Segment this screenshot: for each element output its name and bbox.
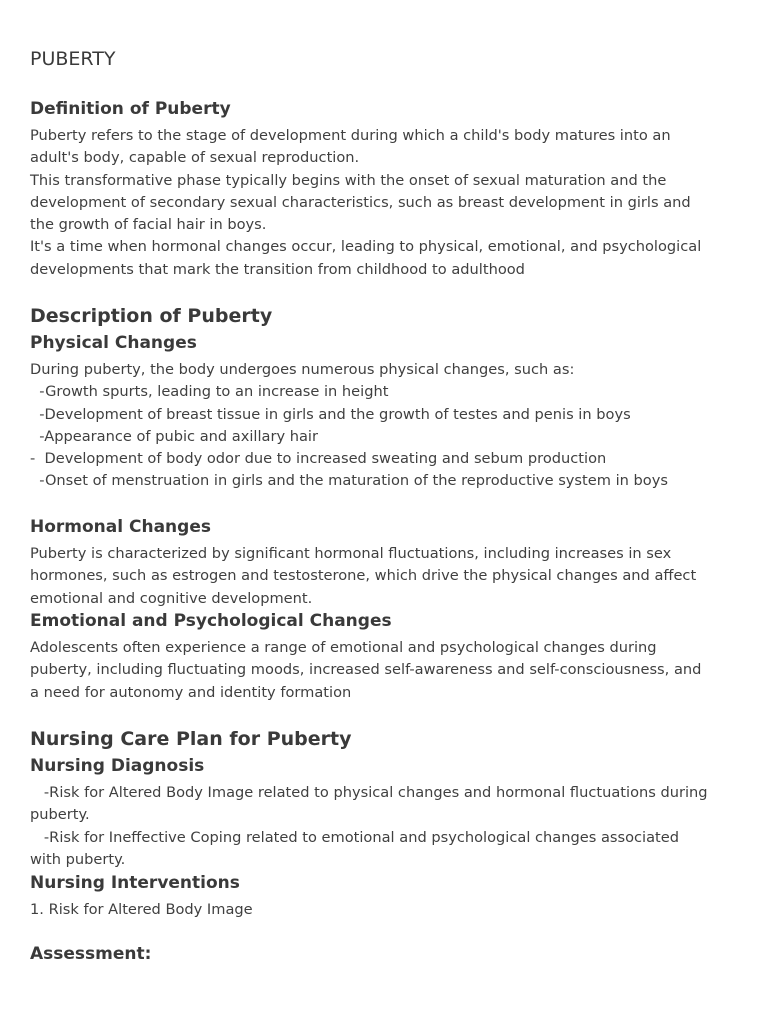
definition-paragraph [30,125,701,281]
text-line: development of secondary sexual characteristics, such as breast development in girls and [30,193,691,211]
text-line: During puberty, the body undergoes numerous physical changes, such as: [30,361,575,378]
assessment-heading: Assessment: [30,944,152,964]
physical-changes-list [30,359,668,493]
page-title: PUBERTY [30,48,116,70]
list-item: -Development of breast tissue in girls and the growth of testes and penis in boys [30,405,631,423]
hormonal-changes-paragraph [30,543,696,610]
text-line: a need for autonomy and identity formation [30,683,352,701]
text-line: This transformative phase typically begins with the onset of sexual maturation and the [30,171,667,189]
list-item: - Development of body odor due to increased sweating and sebum production [30,450,607,468]
text-line: Adolescents often experience a range of emotional and psychological changes during [30,639,657,656]
list-item: -Risk for Altered Body Image related to physical changes and hormonal fluctuations during [30,784,708,801]
list-item: -Risk for Ineffective Coping related to emotional and psychological changes associated [30,828,680,846]
text-line: Puberty is characterized by significant hormonal fluctuations, including increases in sex [30,545,672,562]
care-plan-heading: Nursing Care Plan for Puberty [30,728,352,750]
emotional-changes-paragraph [30,637,701,704]
text-line: adult's body, capable of sexual reproduction. [30,149,360,167]
text-line: hormones, such as estrogen and testosterone, which drive the physical changes and affect [30,567,697,585]
list-item: -Growth spurts, leading to an increase in height [30,383,389,401]
text-line: developments that mark the transition from childhood to adulthood [30,260,525,278]
text-line: It's a time when hormonal changes occur, leading to physical, emotional, and psychological [30,238,702,256]
nursing-diagnosis-list [30,782,708,871]
hormonal-changes-heading: Hormonal Changes [30,517,211,537]
nursing-interventions-heading: Nursing Interventions [30,873,240,893]
nursing-interventions-list [30,899,253,921]
text-line: emotional and cognitive development. [30,589,313,607]
definition-heading: Definition of Puberty [30,99,231,119]
text-line: Puberty refers to the stage of development during which a child's body matures into an [30,127,671,144]
nursing-diagnosis-heading: Nursing Diagnosis [30,756,205,776]
text-line: puberty, including fluctuating moods, increased self-awareness and self-consciousness, and [30,661,702,679]
physical-changes-heading: Physical Changes [30,333,197,353]
description-heading: Description of Puberty [30,305,273,327]
list-item: -Appearance of pubic and axillary hair [30,427,318,445]
text-line: with puberty. [30,850,126,868]
list-item: -Onset of menstruation in girls and the maturation of the reproductive system in boys [30,472,668,490]
emotional-changes-heading: Emotional and Psychological Changes [30,611,392,631]
list-item: 1. Risk for Altered Body Image [30,901,253,918]
text-line: puberty. [30,806,90,824]
text-line: the growth of facial hair in boys. [30,216,267,234]
